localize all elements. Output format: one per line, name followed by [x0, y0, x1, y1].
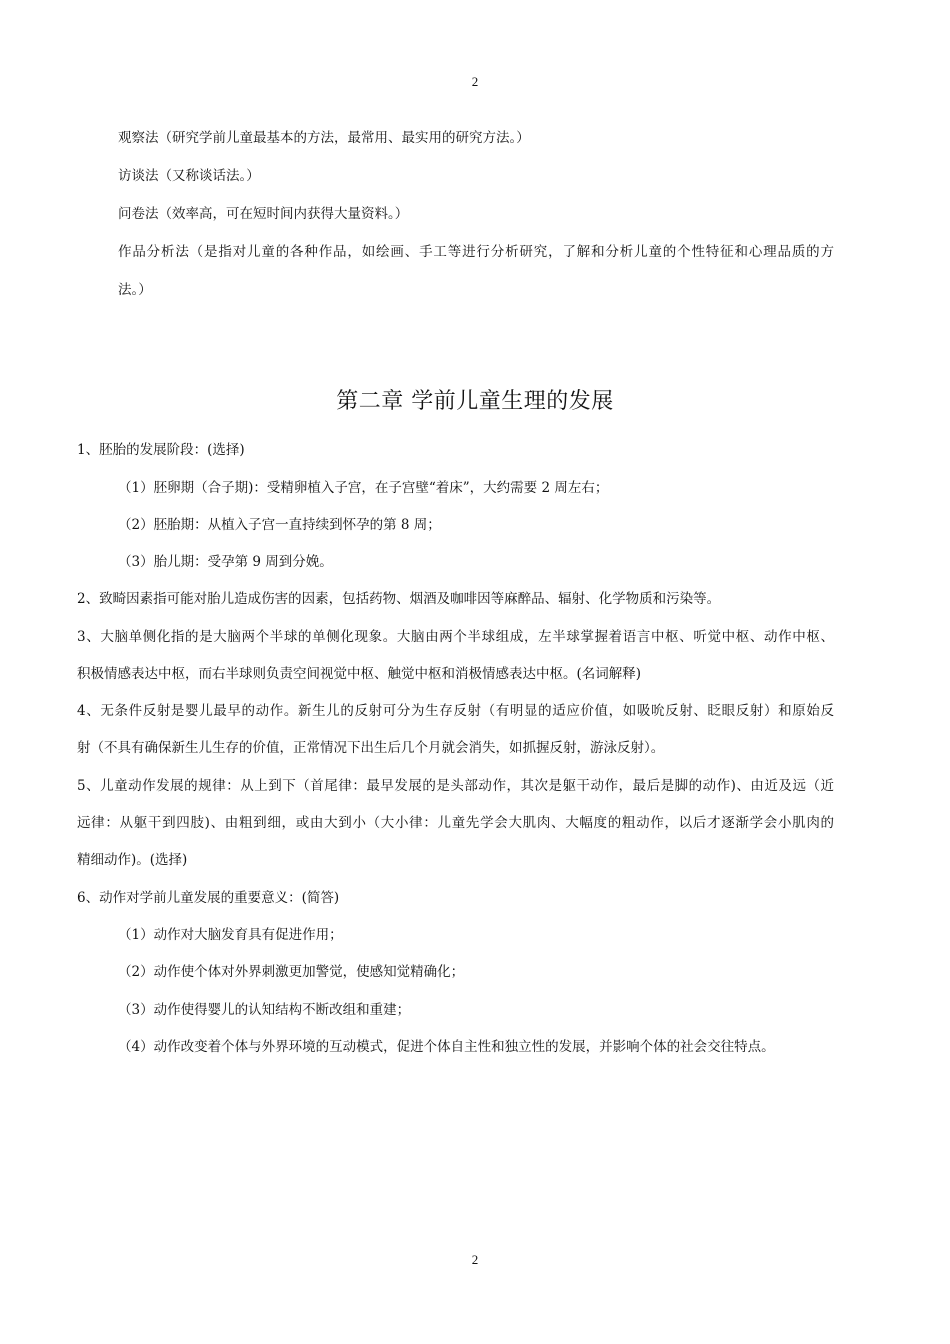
item-3: 3、大脑单侧化指的是大脑两个半球的单侧化现象。大脑由两个半球组成，左半球掌握着语言中枢、听觉中枢、动作中枢、 [77, 629, 834, 645]
header-page-number: 2 [471, 74, 479, 89]
method-questionnaire: 问卷法（效率高，可在短时间内获得大量资料。） [118, 206, 409, 222]
item-6-sub-1: （1）动作对大脑发育具有促进作用； [118, 927, 343, 943]
item-1: 1、胚胎的发展阶段：(选择) [77, 442, 245, 458]
item-5-cont-2: 精细动作)。(选择) [77, 852, 188, 868]
item-4: 4、无条件反射是婴儿最早的动作。新生儿的反射可分为生存反射（有明显的适应价值，如吸吮反射、眨眼反射）和原始反 [77, 703, 834, 719]
item-6-sub-2: （2）动作使个体对外界刺激更加警觉，使感知觉精确化； [118, 964, 465, 980]
method-work-analysis: 作品分析法（是指对儿童的各种作品，如绘画、手工等进行分析研究，了解和分析儿童的个性特征和心理品质的方 [118, 244, 834, 260]
method-work-analysis-cont: 法。） [118, 282, 152, 298]
item-6: 6、动作对学前儿童发展的重要意义：(简答) [77, 890, 340, 906]
item-5: 5、儿童动作发展的规律：从上到下（首尾律：最早发展的是头部动作，其次是躯干动作，最后是脚的动作)、由近及远（近 [77, 778, 834, 794]
item-1-sub-1: （1）胚卵期（合子期)：受精卵植入子宫，在子宫壁“着床”，大约需要 2 周左右； [118, 480, 609, 496]
item-2: 2、致畸因素指可能对胎儿造成伤害的因素，包括药物、烟酒及咖啡因等麻醉品、辐射、化学物质和污染等。 [77, 591, 721, 607]
footer-page-number: 2 [471, 1252, 479, 1267]
item-6-sub-4: （4）动作改变着个体与外界环境的互动模式，促进个体自主性和独立性的发展，并影响个体的社会交往特点。 [118, 1039, 775, 1055]
chapter-title: 第二章 学前儿童生理的发展 [336, 389, 614, 414]
item-1-sub-3: （3）胎儿期：受孕第 9 周到分娩。 [118, 554, 333, 570]
item-4-cont: 射（不具有确保新生儿生存的价值，正常情况下出生后几个月就会消失，如抓握反射，游泳反射）。 [77, 740, 665, 756]
item-5-cont-1: 远律：从躯干到四肢)、由粗到细，或由大到小（大小律：儿童先学会大肌肉、大幅度的粗动作，以后才逐渐学会小肌肉的 [77, 815, 834, 831]
item-1-sub-2: （2）胚胎期：从植入子宫一直持续到怀孕的第 8 周； [118, 517, 441, 533]
item-3-cont: 积极情感表达中枢，而右半球则负责空间视觉中枢、触觉中枢和消极情感表达中枢。(名词解释) [77, 666, 642, 682]
method-interview: 访谈法（又称谈话法。） [118, 168, 260, 184]
item-6-sub-3: （3）动作使得婴儿的认知结构不断改组和重建； [118, 1002, 411, 1018]
method-observation: 观察法（研究学前儿童最基本的方法，最常用、最实用的研究方法。） [118, 130, 530, 146]
